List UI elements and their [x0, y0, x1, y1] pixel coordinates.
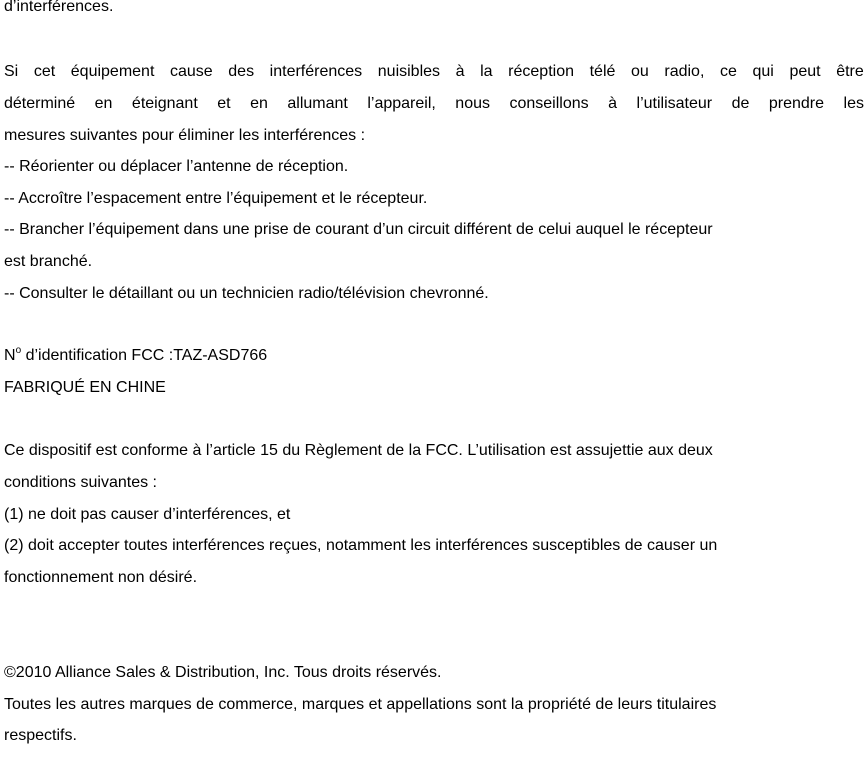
- para2-line3: (1) ne doit pas causer d’interférences, et: [4, 506, 291, 523]
- word: éteignant: [131, 95, 198, 112]
- word: qui: [752, 63, 774, 80]
- text-line-top-fragment: d’interférences.: [4, 0, 114, 15]
- word: ce: [720, 63, 737, 80]
- word: nuisibles: [377, 63, 441, 80]
- fcc-id-superscript: o: [15, 345, 22, 356]
- word: cause: [169, 63, 213, 80]
- word: peut: [789, 63, 821, 80]
- word: réception: [508, 63, 574, 80]
- word: des: [228, 63, 255, 80]
- word: conseillons: [509, 95, 589, 112]
- word: l’appareil,: [367, 95, 436, 112]
- word: les: [843, 95, 864, 112]
- trademark-line: Toutes les autres marques de commerce, marques et appellations sont la propriété de leurs titulaires: [4, 696, 717, 713]
- para2-line2: conditions suivantes :: [4, 474, 157, 491]
- bullet-item: -- Accroître l’espacement entre l’équipement et le récepteur.: [4, 190, 428, 207]
- bullet-item-continuation: est branché.: [4, 253, 93, 270]
- word: interférences: [269, 63, 363, 80]
- word: de: [731, 95, 750, 112]
- para2-line4: (2) doit accepter toutes interférences reçues, notamment les interférences susceptibles de causer un: [4, 537, 718, 554]
- word: équipement: [70, 63, 155, 80]
- word: déterminé: [4, 95, 76, 112]
- bullet-item: -- Consulter le détaillant ou un technicien radio/télévision chevronné.: [4, 285, 489, 302]
- fcc-id-text: d’identification FCC :TAZ-ASD766: [21, 347, 268, 364]
- word: être: [836, 63, 864, 80]
- word: allumant: [287, 95, 348, 112]
- word: nous: [455, 95, 490, 112]
- word: et: [217, 95, 231, 112]
- made-in-line: FABRIQUÉ EN CHINE: [4, 379, 166, 396]
- word: cet: [33, 63, 56, 80]
- word: ou: [630, 63, 649, 80]
- para1-line2: [4, 94, 864, 114]
- word: radio,: [664, 63, 705, 80]
- fcc-id-line: [4, 346, 267, 366]
- word: télé: [589, 63, 616, 80]
- para2-line5: fonctionnement non désiré.: [4, 569, 198, 586]
- word: la: [480, 63, 493, 80]
- word: à: [608, 95, 618, 112]
- bullet-item: -- Brancher l’équipement dans une prise de courant d’un circuit différent de celui auquel le récepteur: [4, 221, 713, 238]
- word: l’utilisateur: [636, 95, 713, 112]
- bullet-item: -- Réorienter ou déplacer l’antenne de réception.: [4, 158, 349, 175]
- copyright-line: ©2010 Alliance Sales & Distribution, Inc. Tous droits réservés.: [4, 664, 442, 681]
- word: Si: [4, 63, 19, 80]
- para1-line3: mesures suivantes pour éliminer les interférences :: [4, 127, 366, 144]
- word: en: [250, 95, 268, 112]
- para1-line1: [4, 62, 864, 82]
- trademark-line-continuation: respectifs.: [4, 727, 77, 744]
- word: à: [455, 63, 465, 80]
- word: prendre: [768, 95, 825, 112]
- fcc-id-prefix: N: [4, 347, 16, 364]
- word: en: [94, 95, 113, 112]
- para2-line1: Ce dispositif est conforme à l’article 15 du Règlement de la FCC. L’utilisation est assujettie aux deux: [4, 442, 713, 459]
